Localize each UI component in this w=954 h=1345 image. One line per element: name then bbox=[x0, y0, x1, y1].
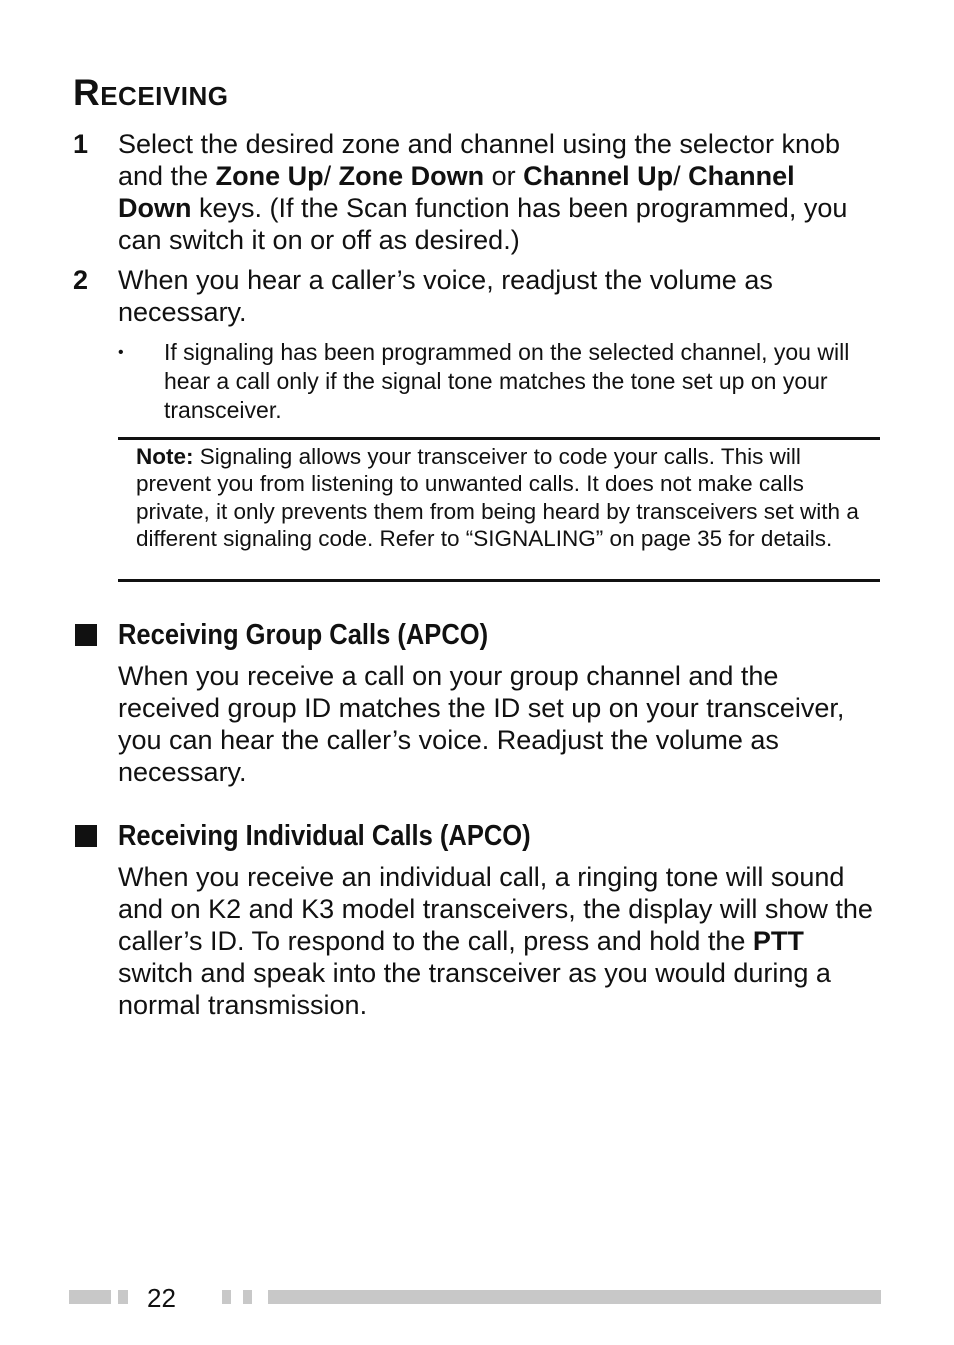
step-number: 2 bbox=[73, 265, 89, 295]
section-individual-calls bbox=[73, 818, 873, 1021]
step-1 bbox=[73, 128, 873, 256]
note-label: Note: bbox=[136, 444, 194, 469]
step-text: When you hear a caller’s voice, readjust the volume as necessary. bbox=[118, 265, 773, 327]
zone-up-key: Zone Up bbox=[215, 161, 324, 191]
channel-up-key: Channel Up bbox=[523, 161, 674, 191]
step-2 bbox=[73, 264, 873, 328]
bullet-text: If signaling has been programmed on the selected channel, you will hear a call only if the signal tone matches the tone set up on your transceiver. bbox=[164, 339, 850, 423]
section-heading: Receiving Individual Calls (APCO) bbox=[118, 820, 531, 852]
step-text: Select the desired zone and channel using the selector knob and the Zone Up/ Zone Down or Channel Up/ Channel Down keys. (If the Scan function has been programmed, you can switch it on or off as desired.) bbox=[118, 129, 848, 255]
section-text: When you receive a call on your group channel and the received group ID matches the ID set up on your transceiver, you can hear the caller’s voice. Readjust the volume as necessary. bbox=[118, 661, 845, 787]
page-number: 22 bbox=[147, 1283, 176, 1313]
page-footer bbox=[0, 1283, 954, 1323]
footer-bar-segment bbox=[118, 1290, 128, 1304]
zone-down-key: Zone Down bbox=[338, 161, 485, 191]
bullet-mark: • bbox=[118, 344, 124, 361]
channel-down-key: Channel Down bbox=[118, 161, 795, 223]
note-text: Note: Signaling allows your transceiver to code your calls. This will prevent you from listening to unwanted calls. It does not make calls private, it only prevents them from being heard by transceivers set with a different signaling code. Refer to “SIGNALING” on page 35 for details. bbox=[136, 444, 859, 551]
bullet-item bbox=[118, 338, 858, 425]
section-text: When you receive an individual call, a ringing tone will sound and on K2 and K3 model transceivers, the display will show the caller’s ID. To respond to the call, press and hold the PTT switch and speak into the transceiver as you would during a normal transmission. bbox=[118, 862, 873, 1020]
footer-bar-long bbox=[268, 1290, 881, 1304]
note-box bbox=[118, 437, 880, 582]
footer-bar-segment bbox=[69, 1290, 111, 1304]
footer-bar-segment bbox=[222, 1290, 231, 1304]
section-heading: Receiving Group Calls (APCO) bbox=[118, 619, 489, 651]
section-group-calls bbox=[73, 617, 873, 788]
page-title: Receiving bbox=[73, 72, 229, 113]
ptt-key: PTT bbox=[752, 926, 804, 956]
footer-bar-segment bbox=[243, 1290, 252, 1304]
step-number: 1 bbox=[73, 129, 89, 159]
square-bullet-icon bbox=[75, 825, 97, 847]
square-bullet-icon bbox=[75, 624, 97, 646]
